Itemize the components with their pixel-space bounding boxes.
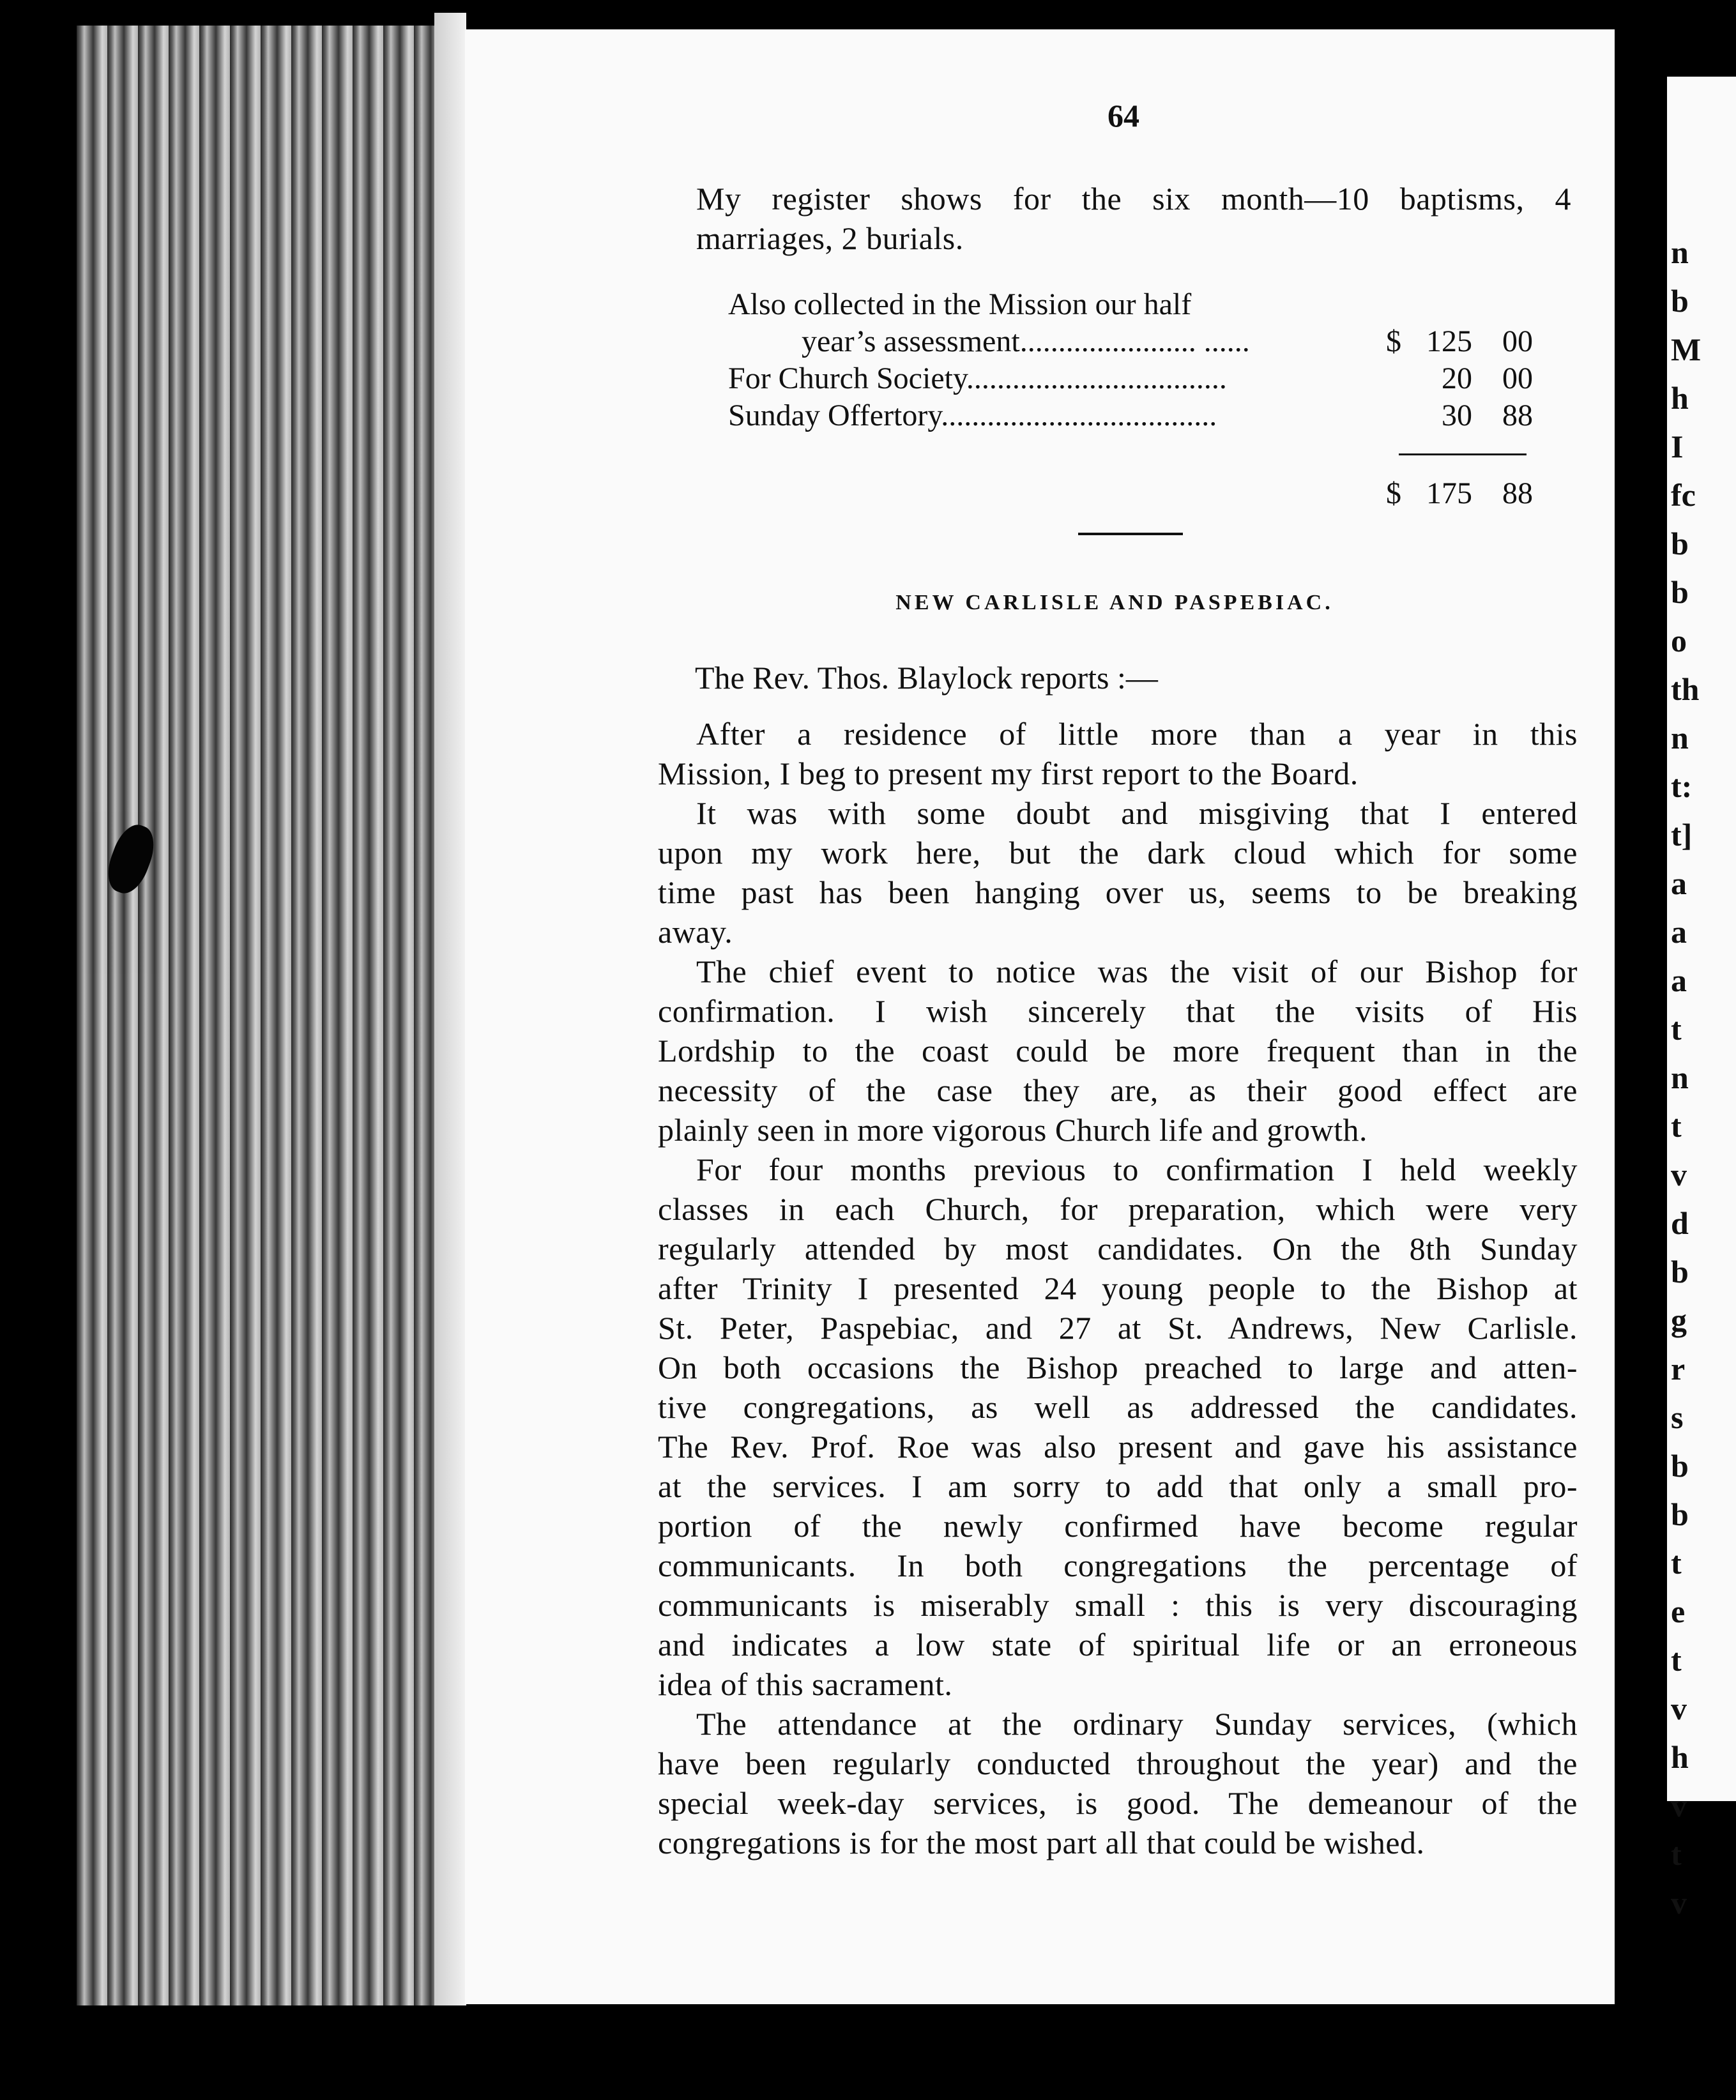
facing-page-fragment: h: [1671, 380, 1689, 416]
text-line: have been regularly conducted throughout the year) and the: [658, 1746, 1578, 1781]
facing-page-fragment: g: [1671, 1302, 1687, 1338]
report-paragraph: [658, 793, 1578, 952]
section-heading: NEW CARLISLE AND PASPEBIAC.: [895, 591, 1334, 614]
facing-page-fragment: a: [1671, 865, 1687, 901]
text-line: classes in each Church, for preparation, which were very: [658, 1191, 1578, 1227]
text-line: after Trinity I presented 24 young people to the Bishop at: [658, 1270, 1578, 1306]
facing-page-fragment: a: [1671, 963, 1687, 998]
report-body: [658, 714, 1578, 1862]
facing-page-fragment: s: [1671, 1399, 1684, 1435]
text-line: It was with some doubt and misgiving that I entered: [696, 795, 1578, 831]
text-line: special week-day services, is good. The demeanour of the: [658, 1785, 1578, 1821]
facing-page-fragment: h: [1671, 1739, 1689, 1775]
account-label: Sunday Offertory....................................: [728, 399, 1217, 432]
account-total: [728, 476, 1533, 513]
report-paragraph: [658, 714, 1578, 793]
text-line: plainly seen in more vigorous Church life and growth.: [658, 1112, 1367, 1148]
text-line: communicants is miserably small : this is very discouraging: [658, 1587, 1578, 1623]
text-line: marriages, 2 burials.: [696, 220, 964, 256]
text-line: The Rev. Prof. Roe was also present and gave his assistance: [658, 1429, 1578, 1465]
facing-page-fragment: n: [1671, 1060, 1689, 1095]
account-currency: $: [1386, 324, 1401, 358]
sum-rule: [1399, 453, 1527, 455]
text-line: The attendance at the ordinary Sunday services, (which: [696, 1706, 1578, 1742]
facing-page-fragment: t:: [1671, 768, 1693, 804]
account-dollars: 30: [1442, 399, 1472, 432]
text-line: Lordship to the coast could be more frequent than in the: [658, 1033, 1578, 1069]
text-line: portion of the newly confirmed have become regular: [658, 1508, 1578, 1544]
facing-page-fragment: I: [1671, 429, 1684, 464]
text-line: tive congregations, as well as addressed the candidates.: [658, 1389, 1578, 1425]
text-line: On both occasions the Bishop preached to large and atten-: [658, 1350, 1578, 1385]
account-cents: 00: [1502, 361, 1533, 395]
facing-page-fragment: t: [1671, 1011, 1682, 1047]
report-paragraph: [658, 1704, 1578, 1862]
facing-page-fragment: v: [1671, 1157, 1687, 1192]
account-row: [728, 360, 1533, 397]
text-line: idea of this sacrament.: [658, 1666, 953, 1702]
text-line: After a residence of little more than a year in this: [696, 716, 1578, 752]
facing-page-fragment: v: [1671, 1691, 1687, 1726]
intro-line: The Rev. Thos. Blaylock reports :—: [695, 660, 1158, 696]
facing-page-fragment: b: [1671, 1496, 1689, 1532]
facing-page-fragment: b: [1671, 574, 1689, 610]
text-line: Mission, I beg to present my first report to the Board.: [658, 756, 1359, 791]
facing-page-fragment: b: [1671, 1254, 1689, 1290]
text-line: confirmation. I wish sincerely that the visits of His: [658, 993, 1578, 1029]
text-line: regularly attended by most candidates. On the 8th Sunday: [658, 1231, 1578, 1267]
facing-page-fragment: b: [1671, 1448, 1689, 1484]
account-cents: 88: [1502, 399, 1533, 432]
facing-page-fragment: fc: [1671, 477, 1696, 513]
facing-page-fragment: t: [1671, 1108, 1682, 1144]
page-gutter: [434, 13, 466, 2005]
account-label: For Church Society..................................: [728, 361, 1227, 395]
total-dollars: 175: [1426, 476, 1472, 510]
text-line: For four months previous to confirmation I held weekly: [696, 1152, 1578, 1187]
account-table: [728, 286, 1533, 434]
facing-page-fragment: o: [1671, 623, 1687, 658]
facing-page-fragment: n: [1671, 234, 1689, 270]
account-dollars: 125: [1426, 324, 1472, 358]
total-cents: 88: [1502, 476, 1533, 510]
facing-page: [1667, 77, 1736, 1921]
text-line: St. Peter, Paspebiac, and 27 at St. Andrews, New Carlisle.: [658, 1310, 1578, 1346]
text-line: and indicates a low state of spiritual life or an erroneous: [658, 1627, 1578, 1663]
section-separator: [1078, 533, 1183, 535]
text-line: away.: [658, 914, 733, 950]
report-paragraph: [658, 952, 1578, 1150]
book-page-edges: [77, 26, 466, 2005]
facing-page-fragment: b: [1671, 283, 1689, 319]
page-number: 64: [1108, 98, 1139, 133]
facing-page-fragment: t: [1671, 1836, 1682, 1872]
total-currency: $: [1386, 476, 1401, 510]
text-line: congregations is for the most part all that could be wished.: [658, 1825, 1425, 1860]
text-line: at the services. I am sorry to add that only a small pro-: [658, 1468, 1578, 1504]
facing-page-fragment: d: [1671, 1205, 1689, 1241]
facing-page-fragment: a: [1671, 914, 1687, 950]
register-paragraph: [658, 179, 1571, 258]
account-dollars: 20: [1442, 361, 1472, 395]
account-row: [728, 323, 1533, 360]
facing-page-fragment: th: [1671, 671, 1700, 707]
account-row: [728, 397, 1533, 434]
account-label: Also collected in the Mission our half: [728, 287, 1192, 321]
facing-page-fragment: v: [1671, 1885, 1687, 1921]
text-line: time past has been hanging over us, seems to be breaking: [658, 874, 1578, 910]
facing-page-fragment: t]: [1671, 817, 1693, 853]
text-line: necessity of the case they are, as their good effect are: [658, 1072, 1578, 1108]
ink-stain: [101, 819, 161, 899]
facing-page-fragment: b: [1671, 526, 1689, 561]
account-cents: 00: [1502, 324, 1533, 358]
facing-page-fragment: r: [1671, 1351, 1686, 1387]
text-line: communicants. In both congregations the percentage of: [658, 1548, 1578, 1583]
facing-page-fragment: M: [1671, 331, 1702, 367]
text-line: The chief event to notice was the visit of our Bishop for: [696, 954, 1578, 989]
facing-page-fragment: e: [1671, 1594, 1686, 1629]
facing-page-fragment: v: [1671, 1788, 1687, 1823]
facing-page-fragment: n: [1671, 720, 1689, 756]
report-paragraph: [658, 1150, 1578, 1704]
account-row: [728, 286, 1527, 323]
facing-page-fragment: t: [1671, 1545, 1682, 1581]
facing-page-fragment: t: [1671, 1642, 1682, 1678]
account-label: year’s assessment....................... ......: [802, 324, 1250, 358]
text-line: My register shows for the six month—10 baptisms, 4: [696, 181, 1571, 217]
text-line: upon my work here, but the dark cloud which for some: [658, 835, 1578, 871]
